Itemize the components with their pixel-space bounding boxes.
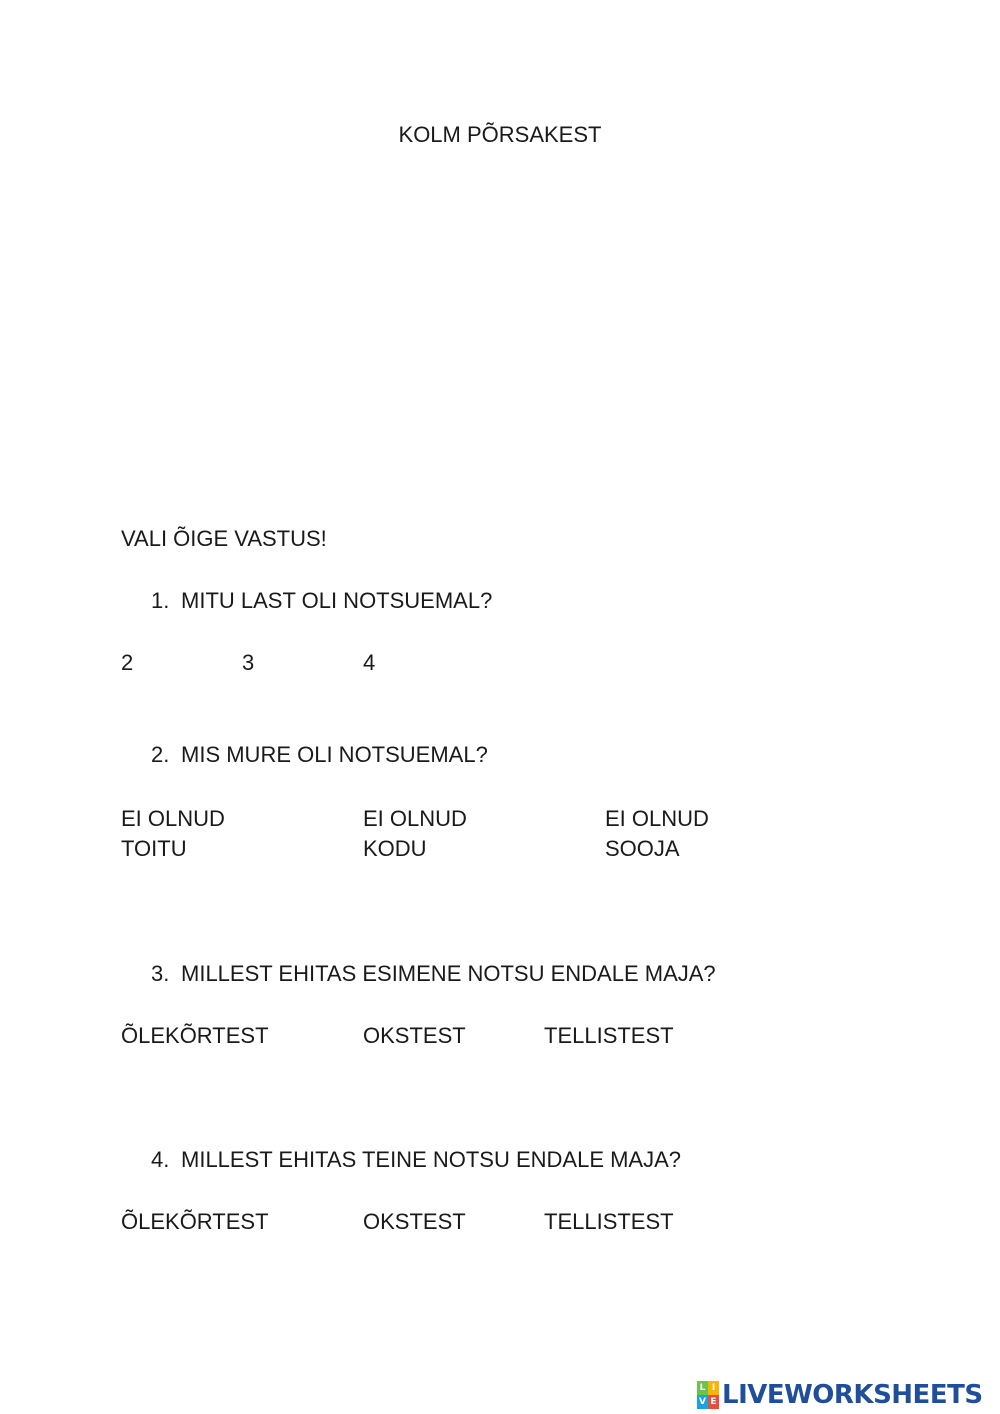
q1-option-3[interactable]: 4: [363, 650, 376, 675]
q3-option-2[interactable]: OKSTEST: [363, 1023, 466, 1048]
q2-option-1[interactable]: [121, 804, 225, 864]
q1-option-2[interactable]: 3: [242, 650, 255, 675]
option-line-2: TOITU: [121, 836, 187, 861]
option-line-2: SOOJA: [605, 836, 680, 861]
question-number: 2.: [151, 742, 170, 767]
q4-option-3[interactable]: TELLISTEST: [544, 1209, 674, 1234]
liveworksheets-logo: [697, 1378, 983, 1412]
question-4: [151, 1145, 681, 1175]
question-text: MITU LAST OLI NOTSUEMAL?: [181, 588, 493, 613]
question-2: [151, 740, 488, 770]
question-text: MIS MURE OLI NOTSUEMAL?: [181, 742, 488, 767]
question-number: 4.: [151, 1147, 170, 1172]
q1-option-1[interactable]: 2: [121, 650, 134, 675]
question-number: 1.: [151, 588, 170, 613]
option-line-1: EI OLNUD: [121, 806, 225, 831]
option-line-2: KODU: [363, 836, 427, 861]
logo-text: LIVEWORKSHEETS: [722, 1380, 983, 1410]
q3-option-1[interactable]: ÕLEKÕRTEST: [121, 1023, 269, 1048]
option-line-1: EI OLNUD: [605, 806, 709, 831]
logo-badge-icon: L I V E: [697, 1381, 719, 1409]
option-line-1: EI OLNUD: [363, 806, 467, 831]
q4-option-2[interactable]: OKSTEST: [363, 1209, 466, 1234]
instruction-text: VALI ÕIGE VASTUS!: [121, 526, 327, 551]
q2-option-2[interactable]: [363, 804, 467, 864]
question-text: MILLEST EHITAS ESIMENE NOTSU ENDALE MAJA?: [181, 961, 716, 986]
q3-option-3[interactable]: TELLISTEST: [544, 1023, 674, 1048]
question-3: [151, 959, 716, 989]
question-text: MILLEST EHITAS TEINE NOTSU ENDALE MAJA?: [181, 1147, 682, 1172]
question-number: 3.: [151, 961, 170, 986]
page-title: KOLM PÕRSAKEST: [398, 122, 602, 147]
question-1: [151, 586, 492, 616]
q4-option-1[interactable]: ÕLEKÕRTEST: [121, 1209, 269, 1234]
q2-option-3[interactable]: [605, 804, 709, 864]
